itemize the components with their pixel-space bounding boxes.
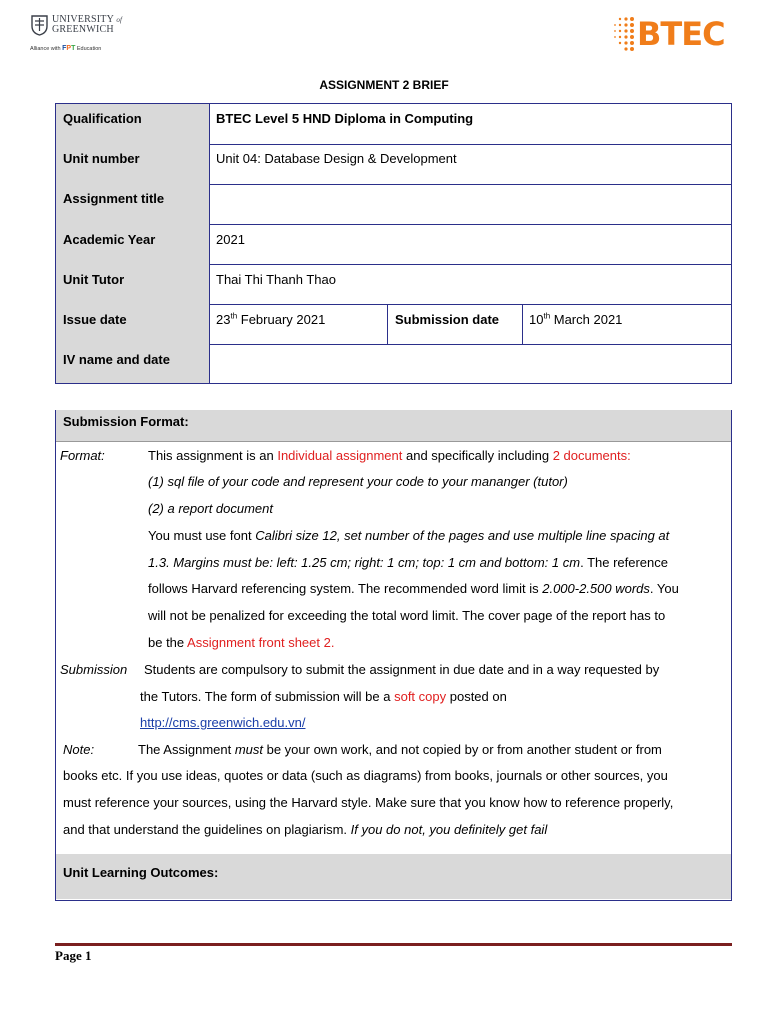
btec-wordmark: BTEC <box>637 15 725 53</box>
learning-outcomes-header: Unit Learning Outcomes: <box>56 854 731 899</box>
format-line-5: 1.3. Margins must be: left: 1.25 cm; right: 1 cm; top: 1 cm and bottom: 1 cm. The reference <box>148 555 668 570</box>
note-line-1: The Assignment must be your own work, and not copied by or from another student or from <box>138 742 662 757</box>
issue-date-value: 23th February 2021 <box>216 311 326 327</box>
university-name: UNIVERSITY of GREENWICH <box>52 14 123 35</box>
format-line-7: will not be penalized for exceeding the total word limit. The cover page of the report has to <box>148 608 666 623</box>
format-line-4: You must use font Calibri size 12, set number of the pages and use multiple line spacing at <box>148 528 670 543</box>
format-line-8: be the Assignment front sheet 2. <box>148 635 335 650</box>
note-line-4: and that understand the guidelines on plagiarism. If you do not, you definitely get fail <box>63 822 548 837</box>
assignment-title-label: Assignment title <box>63 191 165 206</box>
submission-format-table <box>55 410 732 901</box>
cms-link[interactable]: http://cms.greenwich.edu.vn/ <box>140 715 306 730</box>
submission-format-header: Submission Format: <box>56 410 731 442</box>
format-item-2: (2) a report document <box>148 501 274 516</box>
iv-name-label: IV name and date <box>63 352 170 367</box>
submission-date-label: Submission date <box>395 312 500 327</box>
unit-number-value: Unit 04: Database Design & Development <box>216 151 457 166</box>
page-number: Page 1 <box>55 948 92 963</box>
university-of-greenwich-logo <box>30 14 140 60</box>
submission-line-1: Students are compulsory to submit the assignment in due date and in a way requested by <box>144 662 660 677</box>
qualification-value: BTEC Level 5 HND Diploma in Computing <box>216 111 474 126</box>
note-line-2: books etc. If you use ideas, quotes or data (such as diagrams) from books, journals or other sources, you <box>63 768 668 783</box>
btec-logo <box>612 14 747 56</box>
academic-year-label: Academic Year <box>63 232 156 247</box>
footer-rule <box>55 943 732 946</box>
unit-number-label: Unit number <box>63 151 140 166</box>
issue-date-label: Issue date <box>63 312 127 327</box>
btec-dots-icon <box>612 16 636 52</box>
note-line-3: must reference your sources, using the Harvard style. Make sure that you know how to reference properly, <box>63 795 674 810</box>
academic-year-value: 2021 <box>216 232 245 247</box>
submission-date-value: 10th March 2021 <box>529 311 623 327</box>
page-title: ASSIGNMENT 2 BRIEF <box>319 78 449 92</box>
format-line-6: follows Harvard referencing system. The recommended word limit is 2.000-2.500 words. You <box>148 581 679 596</box>
submission-line-2: the Tutors. The form of submission will be a soft copy posted on <box>140 689 507 704</box>
assignment-info-table <box>55 103 732 384</box>
format-line-1: This assignment is an Individual assignment and specifically including 2 documents: <box>148 448 631 463</box>
format-label: Format: <box>60 448 105 463</box>
unit-tutor-value: Thai Thi Thanh Thao <box>216 272 336 287</box>
unit-tutor-label: Unit Tutor <box>63 272 125 287</box>
format-item-1: (1) sql file of your code and represent your code to your mananger (tutor) <box>148 474 568 489</box>
submission-label: Submission <box>60 662 128 677</box>
note-label: Note: <box>63 742 95 757</box>
fpt-logo: FPT <box>62 45 76 52</box>
alliance-line: Alliance with FPT Education <box>30 45 102 52</box>
university-crest-icon <box>30 14 49 36</box>
qualification-label: Qualification <box>63 111 142 126</box>
